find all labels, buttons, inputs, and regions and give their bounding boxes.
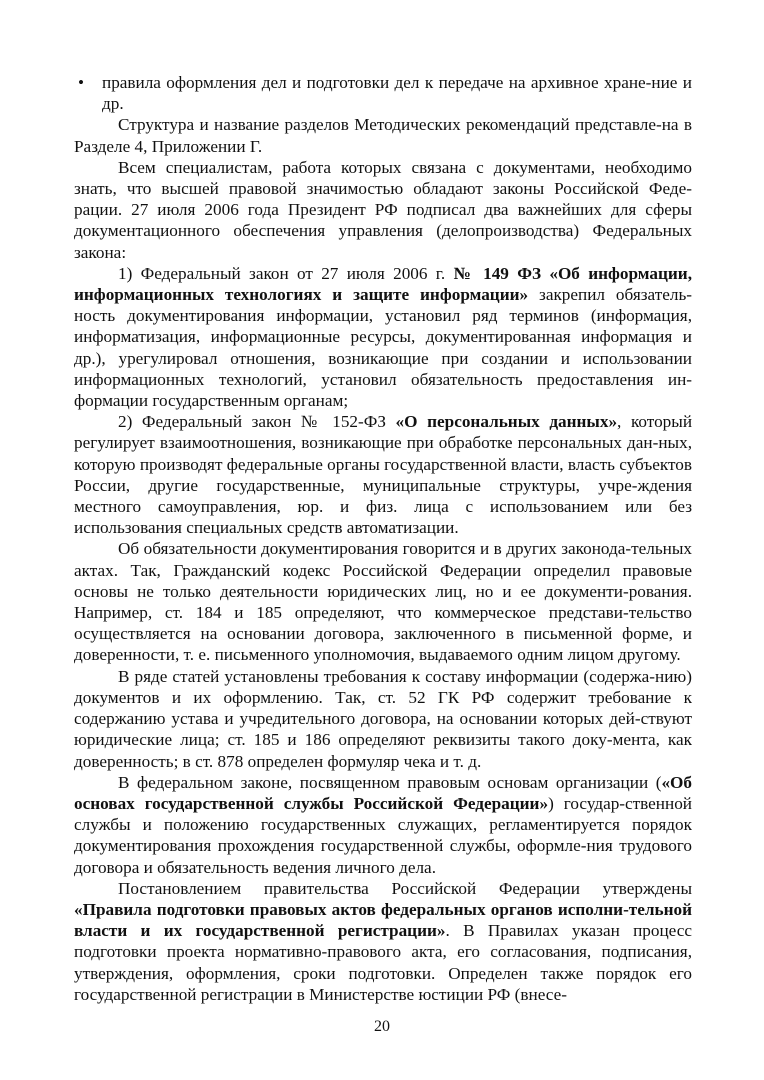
bullet-icon: • [78,73,85,92]
paragraph-civil-code: Об обязательности документирования говорится и в других законода-тельных актах. Так, Гражданский кодекс Российской Федерации определил правовые основы не только деятельности юридических лиц, но и ее документи-рования. Например, ст. 184 и 185 определяют, что коммерческое представи-тельство осуществляется на основании договора, заключенного в письменной форме, и доверенности, т. е. письменного уполномочия, выдаваемого одним лицом другому. [74,539,692,665]
paragraph-government-rules [74,878,692,1005]
government-rules-pre: Постановлением правительства Российской Федерации утверждены [118,878,692,898]
law-item-2-pre: 2) Федеральный закон № 152-ФЗ [118,412,396,432]
paragraph-laws-intro: Всем специалистам, работа которых связана с документами, необходимо знать, что высшей правовой значимостью обладают законы Российской Феде-рации. 27 июля 2006 года Президент РФ подписал два важнейших для сферы документационного обеспечения управления (делопроизводства) Федеральных закона: [74,157,692,262]
document-body [74,72,692,1005]
paragraph-civil-service [74,772,692,878]
civil-service-title: «Об основах государственной службы Российской Федерации» [74,772,692,813]
bullet-text: правила оформления дел и подготовки дел к передаче на архивное хране-ние и др. [102,73,692,114]
paragraph-structure: Структура и название разделов Методических рекомендаций представле-на в Разделе 4, Приложении Г. [74,115,692,156]
government-rules-title: «Правила подготовки правовых актов федеральных органов исполни-тельной власти и их государственной регистрации» [74,899,692,941]
law-item-1-post: закрепил обязатель-ность документирования информации, установил ряд терминов (информация, информатизация, информационные ресурсы, документированная информация и др.), урегулировал отношения, возникающие при создании и использовании информационных технологий, установил обязательность предоставления ин-формации государственным органам; [74,285,692,411]
law-item-2-post: , который регулирует взаимоотношения, возникающие при обработке персональных дан-ных, которую производят федеральные органы государственной власти, власть субъектов России, другие государственные, муниципальные структуры, учре-ждения местного самоуправления, юр. и физ. лица с использованием или без использования специальных средств автоматизации. [74,412,693,538]
law-item-1-pre: 1) Федеральный закон от 27 июля 2006 г. [118,263,454,283]
civil-service-pre: В федеральном законе, посвященном правовым основам организации ( [118,772,662,792]
law-item-2 [74,411,692,538]
paragraph-requirements: В ряде статей установлены требования к составу информации (содержа-нию) документов и их оформлению. Так, ст. 52 ГК РФ содержит требование к содержанию устава и учредительного договора, на основании которых дей-ствуют юридические лица; ст. 185 и 186 определяют реквизиты такого доку-мента, как доверенность; в ст. 878 определен формуляр чека и т. д. [74,666,692,771]
government-rules-post: . В Правилах указан процесс подготовки проекта нормативно-правового акта, его согласования, подписания, утверждения, оформления, сроки подготовки. Определен также порядок его государственной регистрации в Министерстве юстиции РФ (внесе- [74,921,692,1004]
law-item-2-title: «О персональных данных» [395,412,618,432]
civil-service-post: ) государ-ственной службы и положению государственных служащих, регламентируется порядок документирования прохождения государственной службы, оформле-ния трудового договора и обязательность ведения личного дела. [74,793,692,877]
page-number: 20 [374,1018,390,1035]
law-item-1 [74,263,692,411]
bullet-list-item [74,72,692,114]
law-item-1-title: № 149 ФЗ «Об информации, информационных технологиях и защите информации» [74,263,692,305]
